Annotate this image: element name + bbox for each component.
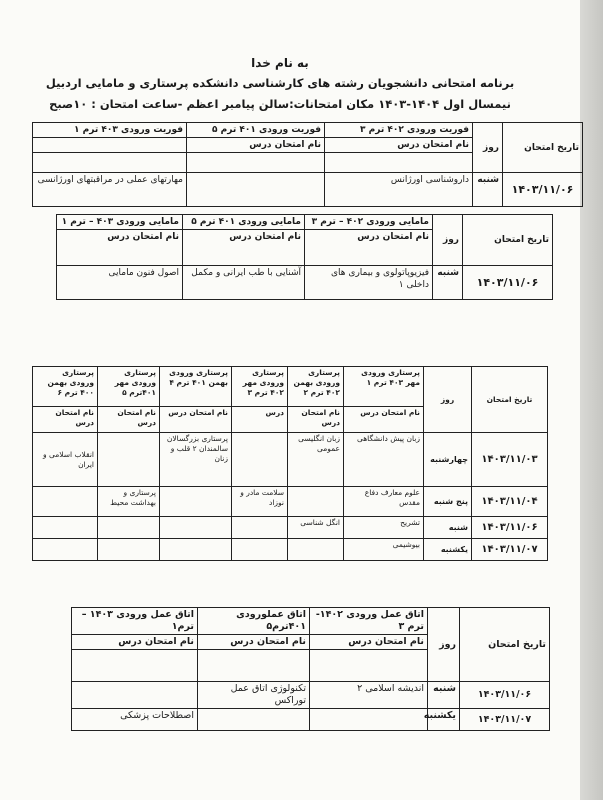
subject-cell bbox=[288, 487, 344, 517]
table-emergency bbox=[32, 122, 583, 207]
subject-cell bbox=[198, 709, 310, 731]
table-row bbox=[33, 539, 548, 561]
table-row bbox=[33, 173, 583, 207]
subject-cell: علوم معارف دفاع مقدس bbox=[344, 487, 424, 517]
table-row bbox=[57, 266, 553, 300]
subject-cell: زبان پیش دانشگاهی bbox=[344, 433, 424, 487]
subject-cell bbox=[98, 539, 160, 561]
exam-date: ۱۴۰۳/۱۱/۰۶ bbox=[503, 173, 583, 207]
group-header: مامایی ورودی ۴۰۱ ترم ۵ bbox=[183, 215, 305, 230]
exam-day: یکشنبه bbox=[424, 539, 472, 561]
subject-header: نام امتحان درس bbox=[305, 230, 433, 266]
page-edge-shadow bbox=[580, 0, 603, 800]
subject-header: نام امتحان درس bbox=[288, 407, 344, 433]
subject-header: نام امتحان درس bbox=[183, 230, 305, 266]
subject-header: نام امتحان درس bbox=[33, 407, 98, 433]
group-header: اتاق عمل ورودی ۱۴۰۲- ترم ۳ bbox=[310, 608, 428, 635]
subject-cell bbox=[98, 517, 160, 539]
subject-cell: مهارتهای عملی در مراقبتهای اورژانسی bbox=[33, 173, 187, 207]
group-header: پرستاری ورودی مهر ۴۰۱ترم ۵ bbox=[98, 367, 160, 407]
subject-header: نام امتحان درس bbox=[310, 635, 428, 650]
subject-header: نام امتحان درس bbox=[72, 635, 198, 650]
col-date-header: تاریخ امتحان bbox=[472, 367, 548, 433]
subject-cell bbox=[160, 517, 232, 539]
subject-cell: پرستاری بزرگسالان سالمندان ۲ قلب و زنان bbox=[160, 433, 232, 487]
subject-cell: آشنایی با طب ایرانی و مکمل bbox=[183, 266, 305, 300]
subject-header: نام امتحان درس bbox=[57, 230, 183, 266]
subject-cell: فیزیوپاتولوی و بیماری های داخلی ۱ bbox=[305, 266, 433, 300]
exam-date: ۱۴۰۳/۱۱/۰۶ bbox=[463, 266, 553, 300]
subject-cell: بیوشیمی bbox=[344, 539, 424, 561]
subject-cell bbox=[33, 487, 98, 517]
group-header: پرستاری ورودی مهر ۴۰۳ ترم ۱ bbox=[344, 367, 424, 407]
subject-cell: داروشناسی اورژانس bbox=[325, 173, 473, 207]
group-header: پرستاری ورودی بهمن ۴۰۲ ترم ۲ bbox=[288, 367, 344, 407]
table-operating-room bbox=[71, 607, 550, 731]
subject-cell: سلامت مادر و نوزاد bbox=[232, 487, 288, 517]
subject-cell bbox=[72, 682, 198, 709]
col-date-header: تاریخ امتحان bbox=[460, 608, 550, 682]
subject-cell: اصطلاحات پزشکی bbox=[72, 709, 198, 731]
subject-cell: انگل شناسی bbox=[288, 517, 344, 539]
group-header: اتاق عملورودی ۴۰۱ترم۵ bbox=[198, 608, 310, 635]
subject-cell bbox=[232, 517, 288, 539]
exam-date: ۱۴۰۳/۱۱/۰۶ bbox=[460, 682, 550, 709]
subject-cell bbox=[33, 517, 98, 539]
group-header: فوریت ورودی ۴۰۳ ترم ۱ bbox=[33, 123, 187, 138]
subject-header: نام امتحان درس bbox=[344, 407, 424, 433]
subject-header: نام امتحان درس bbox=[160, 407, 232, 433]
bismillah: به نام خدا bbox=[251, 56, 309, 70]
subject-cell: زبان انگلیسی عمومی bbox=[288, 433, 344, 487]
subject-cell bbox=[160, 539, 232, 561]
subject-cell bbox=[288, 539, 344, 561]
exam-day: شنبه bbox=[473, 173, 503, 207]
table-row bbox=[33, 433, 548, 487]
exam-date: ۱۴۰۳/۱۱/۰۴ bbox=[472, 487, 548, 517]
subject-header: نام امتحان درس bbox=[187, 138, 325, 153]
exam-date: ۱۴۰۳/۱۱/۰۷ bbox=[472, 539, 548, 561]
table-row bbox=[33, 517, 548, 539]
subject-cell: اصول فنون مامایی bbox=[57, 266, 183, 300]
table-row bbox=[72, 709, 550, 731]
subject-cell bbox=[98, 433, 160, 487]
subject-header: درس bbox=[232, 407, 288, 433]
exam-date: ۱۴۰۳/۱۱/۰۷ bbox=[460, 709, 550, 731]
subject-cell: تکنولوژی اتاق عمل توراکس bbox=[198, 682, 310, 709]
col-date-header: تاریخ امتحان bbox=[463, 215, 553, 266]
exam-date: ۱۴۰۳/۱۱/۰۳ bbox=[472, 433, 548, 487]
subject-cell: پرستاری و بهداشت محیط bbox=[98, 487, 160, 517]
page-subtitle: نیمسال اول ۱۴۰۴-۱۴۰۳ مکان امتحانات:سالن پیامبر اعظم -ساعت امتحان : ۱۰صبح bbox=[49, 97, 511, 111]
exam-day: پنج شنبه bbox=[424, 487, 472, 517]
group-header: پرستاری ورودی بهمن ۴۰۱ ترم ۴ bbox=[160, 367, 232, 407]
group-header: مامایی ورودی ۴۰۳ – ترم ۱ bbox=[57, 215, 183, 230]
subject-cell bbox=[33, 539, 98, 561]
exam-day: شنبه bbox=[433, 266, 463, 300]
exam-day: شنبه bbox=[428, 682, 460, 709]
exam-date: ۱۴۰۳/۱۱/۰۶ bbox=[472, 517, 548, 539]
table-midwifery bbox=[56, 214, 553, 300]
exam-day: شنبه bbox=[424, 517, 472, 539]
exam-day: یکشنبه bbox=[428, 709, 460, 731]
group-header: اتاق عمل ورودی ۱۴۰۳ – ترم۱ bbox=[72, 608, 198, 635]
col-day-header: روز bbox=[424, 367, 472, 433]
subject-cell bbox=[187, 173, 325, 207]
subject-cell bbox=[160, 487, 232, 517]
subject-header: نام امتحان درس bbox=[98, 407, 160, 433]
group-header: فوریت ورودی ۴۰۲ ترم ۳ bbox=[325, 123, 473, 138]
subject-cell: انقلاب اسلامی و ایران bbox=[33, 433, 98, 487]
table-row bbox=[72, 682, 550, 709]
col-day-header: روز bbox=[433, 215, 463, 266]
group-header: پرستاری ورودی مهر ۴۰۲ ترم ۳ bbox=[232, 367, 288, 407]
subject-cell: اندیشه اسلامی ۲ bbox=[310, 682, 428, 709]
col-day-header: روز bbox=[428, 608, 460, 682]
subject-header: نام امتحان درس bbox=[325, 138, 473, 153]
subject-header: نام امتحان درس bbox=[198, 635, 310, 650]
group-header: فوریت ورودی ۴۰۱ ترم ۵ bbox=[187, 123, 325, 138]
subject-cell bbox=[310, 709, 428, 731]
table-nursing bbox=[32, 366, 548, 561]
col-date-header: تاریخ امتحان bbox=[503, 123, 583, 173]
group-header: پرستاری ورودی بهمن ۴۰۰ ترم ۶ bbox=[33, 367, 98, 407]
subject-cell bbox=[232, 539, 288, 561]
page-title: برنامه امتحانی دانشجویان رشته های کارشناسی دانشکده پرستاری و مامایی اردبیل bbox=[45, 76, 515, 90]
group-header: مامایی ورودی ۴۰۲ – ترم ۳ bbox=[305, 215, 433, 230]
subject-cell: تشریح bbox=[344, 517, 424, 539]
exam-day: چهارشنبه bbox=[424, 433, 472, 487]
table-row bbox=[33, 487, 548, 517]
col-day-header: روز bbox=[473, 123, 503, 173]
subject-cell bbox=[232, 433, 288, 487]
